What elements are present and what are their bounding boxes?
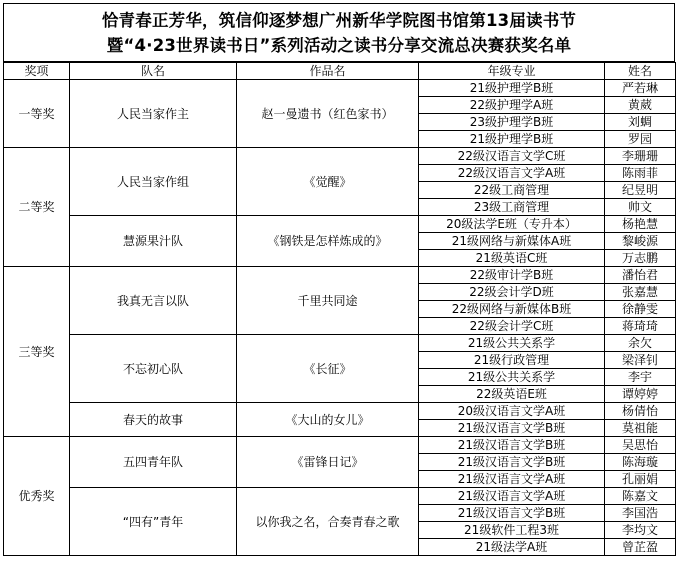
major-cell: 21级法学A班 bbox=[419, 539, 605, 556]
member-name-cell: 帅文 bbox=[605, 199, 676, 216]
team-cell: 我真无言以队 bbox=[70, 267, 237, 335]
member-name-cell: 杨艳慧 bbox=[605, 216, 676, 233]
header-name: 姓名 bbox=[605, 63, 676, 80]
member-name-cell: 余欠 bbox=[605, 335, 676, 352]
header-work: 作品名 bbox=[237, 63, 419, 80]
member-name-cell: 谭婷婷 bbox=[605, 386, 676, 403]
major-cell: 21级护理学B班 bbox=[419, 131, 605, 148]
work-cell: 千里共同途 bbox=[237, 267, 419, 335]
major-cell: 21级英语C班 bbox=[419, 250, 605, 267]
team-cell: 人民当家作主 bbox=[70, 80, 237, 148]
team-cell: 慧源果汁队 bbox=[70, 216, 237, 267]
table-row bbox=[4, 437, 676, 454]
major-cell: 21级汉语言文学A班 bbox=[419, 488, 605, 505]
major-cell: 21级公共关系学 bbox=[419, 369, 605, 386]
header-award: 奖项 bbox=[4, 63, 70, 80]
member-name-cell: 李均文 bbox=[605, 522, 676, 539]
work-cell: 《雷锋日记》 bbox=[237, 437, 419, 488]
member-name-cell: 曾芷盈 bbox=[605, 539, 676, 556]
member-name-cell: 徐静雯 bbox=[605, 301, 676, 318]
member-name-cell: 莫祖能 bbox=[605, 420, 676, 437]
team-cell: 五四青年队 bbox=[70, 437, 237, 488]
award-cell: 优秀奖 bbox=[4, 437, 70, 556]
member-name-cell: 李珊珊 bbox=[605, 148, 676, 165]
major-cell: 21级汉语言文学B班 bbox=[419, 454, 605, 471]
table-row bbox=[4, 335, 676, 352]
title-box bbox=[3, 3, 675, 62]
major-cell: 22级会计学D班 bbox=[419, 284, 605, 301]
major-cell: 22级英语E班 bbox=[419, 386, 605, 403]
team-cell: 不忘初心队 bbox=[70, 335, 237, 403]
award-body bbox=[4, 80, 676, 556]
header-row bbox=[4, 63, 676, 80]
team-cell: 春天的故事 bbox=[70, 403, 237, 437]
work-cell: 《大山的女儿》 bbox=[237, 403, 419, 437]
member-name-cell: 陈海璇 bbox=[605, 454, 676, 471]
member-name-cell: 张嘉慧 bbox=[605, 284, 676, 301]
table-row bbox=[4, 216, 676, 233]
member-name-cell: 蒋琦琦 bbox=[605, 318, 676, 335]
table-row bbox=[4, 488, 676, 505]
work-cell: 《钢铁是怎样炼成的》 bbox=[237, 216, 419, 267]
major-cell: 21级汉语言文学B班 bbox=[419, 420, 605, 437]
major-cell: 21级护理学B班 bbox=[419, 80, 605, 97]
member-name-cell: 严若琳 bbox=[605, 80, 676, 97]
major-cell: 21级汉语言文学A班 bbox=[419, 471, 605, 488]
table-row bbox=[4, 267, 676, 284]
member-name-cell: 万志鹏 bbox=[605, 250, 676, 267]
major-cell: 22级审计学B班 bbox=[419, 267, 605, 284]
team-cell: 人民当家作组 bbox=[70, 148, 237, 216]
work-cell: 《长征》 bbox=[237, 335, 419, 403]
award-table bbox=[3, 62, 676, 556]
member-name-cell: 吴思怡 bbox=[605, 437, 676, 454]
member-name-cell: 黄葳 bbox=[605, 97, 676, 114]
major-cell: 21级网络与新媒体A班 bbox=[419, 233, 605, 250]
major-cell: 20级法学E班（专升本） bbox=[419, 216, 605, 233]
major-cell: 22级汉语言文学C班 bbox=[419, 148, 605, 165]
table-row bbox=[4, 403, 676, 420]
major-cell: 21级汉语言文学B班 bbox=[419, 505, 605, 522]
title-line-2: 暨“4·23世界读书日”系列活动之读书分享交流总决赛获奖名单 bbox=[106, 35, 572, 55]
work-cell: 以你我之名，合奏青春之歌 bbox=[237, 488, 419, 556]
major-cell: 22级网络与新媒体B班 bbox=[419, 301, 605, 318]
major-cell: 21级软件工程3班 bbox=[419, 522, 605, 539]
member-name-cell: 纪昱明 bbox=[605, 182, 676, 199]
award-cell: 三等奖 bbox=[4, 267, 70, 437]
major-cell: 20级汉语言文学A班 bbox=[419, 403, 605, 420]
work-cell: 《觉醒》 bbox=[237, 148, 419, 216]
table-row bbox=[4, 148, 676, 165]
award-cell: 一等奖 bbox=[4, 80, 70, 148]
award-sheet bbox=[3, 3, 675, 556]
member-name-cell: 陈嘉文 bbox=[605, 488, 676, 505]
major-cell: 23级工商管理 bbox=[419, 199, 605, 216]
member-name-cell: 梁泽钊 bbox=[605, 352, 676, 369]
major-cell: 21级行政管理 bbox=[419, 352, 605, 369]
major-cell: 22级护理学A班 bbox=[419, 97, 605, 114]
member-name-cell: 孔丽娟 bbox=[605, 471, 676, 488]
work-cell: 赵一曼遗书（红色家书） bbox=[237, 80, 419, 148]
major-cell: 22级工商管理 bbox=[419, 182, 605, 199]
member-name-cell: 李宇 bbox=[605, 369, 676, 386]
member-name-cell: 潘怡君 bbox=[605, 267, 676, 284]
member-name-cell: 黎峻源 bbox=[605, 233, 676, 250]
major-cell: 22级汉语言文学A班 bbox=[419, 165, 605, 182]
table-row bbox=[4, 80, 676, 97]
member-name-cell: 罗园 bbox=[605, 131, 676, 148]
major-cell: 21级公共关系学 bbox=[419, 335, 605, 352]
major-cell: 22级会计学C班 bbox=[419, 318, 605, 335]
member-name-cell: 刘蜩 bbox=[605, 114, 676, 131]
title-line-1: 恰青春正芳华，筑信仰逐梦想广州新华学院图书馆第13届读书节 bbox=[101, 10, 577, 30]
major-cell: 23级护理学B班 bbox=[419, 114, 605, 131]
member-name-cell: 李国浩 bbox=[605, 505, 676, 522]
member-name-cell: 陈雨菲 bbox=[605, 165, 676, 182]
header-team: 队名 bbox=[70, 63, 237, 80]
major-cell: 21级汉语言文学B班 bbox=[419, 437, 605, 454]
award-cell: 二等奖 bbox=[4, 148, 70, 267]
header-major: 年级专业 bbox=[419, 63, 605, 80]
member-name-cell: 杨倩怡 bbox=[605, 403, 676, 420]
team-cell: “四有”青年 bbox=[70, 488, 237, 556]
